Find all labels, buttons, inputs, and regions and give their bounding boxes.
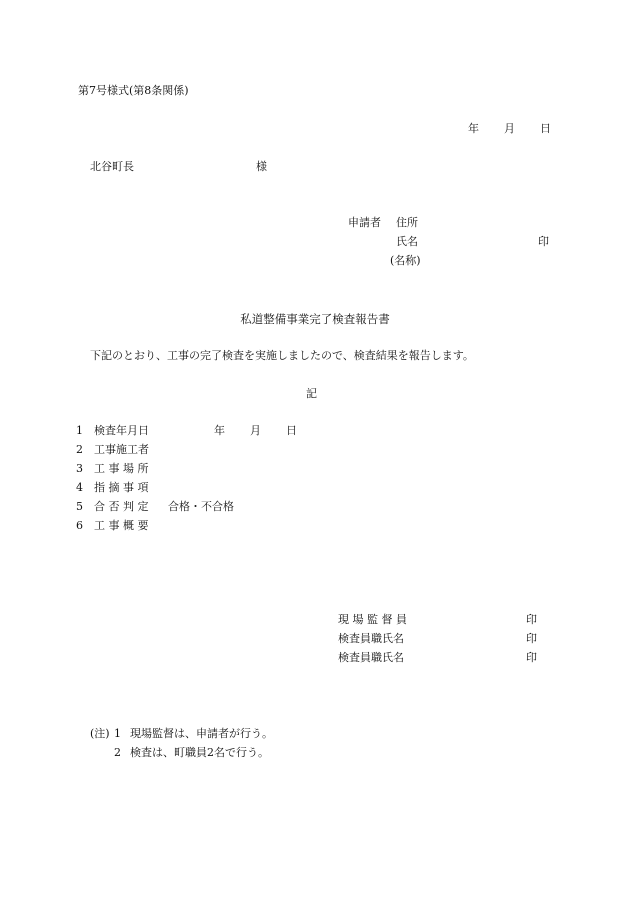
item-label: 検査年月日 [94,424,149,437]
document-title: 私道整備事業完了検査報告書 [240,312,390,326]
applicant-org-label: (名称) [390,254,421,267]
signature-seal: 印 [526,651,537,664]
applicant-name-label: 氏名 [396,235,418,248]
item-row [76,443,149,457]
item-label: 工 事 場 所 [94,462,149,475]
note-text: 検査は、町職員2名で行う。 [130,746,269,759]
item-number: 2 [76,443,83,456]
pass-fail-value: 合格・不合格 [168,500,234,513]
signature-seal: 印 [526,613,537,626]
inspection-year-label: 年 [214,424,225,437]
item-label: 工事施工者 [94,443,149,456]
note-row [114,746,269,760]
item-number: 4 [76,481,83,494]
inspection-month-label: 月 [250,424,261,437]
date-day-label: 日 [540,122,551,135]
item-number: 6 [76,519,83,532]
signature-label: 検査員職氏名 [338,632,404,645]
item-label: 合 否 判 定 [94,500,149,513]
item-row [76,462,149,476]
applicant-address-label: 住所 [396,216,418,229]
item-label: 工 事 概 要 [94,519,149,532]
signature-label: 現 場 監 督 員 [338,613,407,626]
note-row [114,727,273,741]
signature-seal: 印 [526,632,537,645]
note-text: 現場監督は、申請者が行う。 [130,727,273,740]
item-row [76,519,149,533]
addressee-honorific: 様 [256,160,267,173]
note-prefix: (注) [90,727,110,740]
item-number: 3 [76,462,83,475]
item-row [76,424,149,438]
inspection-day-label: 日 [286,424,297,437]
note-number: 2 [114,746,121,759]
item-number: 5 [76,500,83,513]
applicant-seal: 印 [538,235,549,248]
item-row [76,500,149,514]
item-row [76,481,149,495]
item-label: 指 摘 事 項 [94,481,149,494]
item-number: 1 [76,424,83,437]
note-number: 1 [114,727,121,740]
form-number: 第7号様式(第8条関係) [78,84,189,97]
signature-label: 検査員職氏名 [338,651,404,664]
applicant-label: 申請者 [348,216,381,229]
addressee-name: 北谷町長 [90,160,134,173]
intro-text: 下記のとおり、工事の完了検査を実施しましたので、検査結果を報告します。 [90,349,474,362]
ki-marker: 記 [306,387,317,400]
date-month-label: 月 [504,122,515,135]
date-year-label: 年 [468,122,479,135]
